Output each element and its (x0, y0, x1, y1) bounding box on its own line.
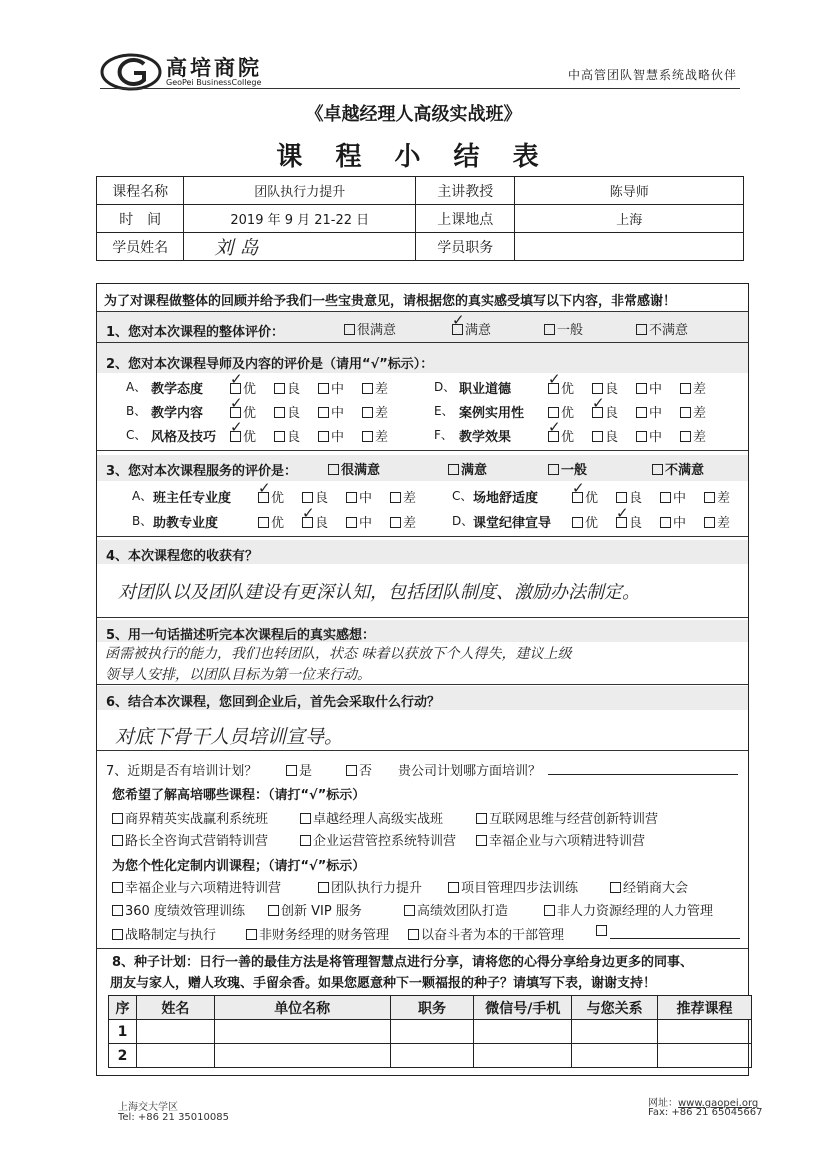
course-option-label: 企业运营管控系统特训营 (313, 834, 457, 849)
q7-custom-label: 为您个性化定制内训课程；（请打“√”标示） (112, 859, 366, 874)
tagline: 中高管团队智慧系统战略伙伴 (567, 68, 737, 82)
divider (97, 536, 748, 537)
header-cell: 与您关系 (572, 996, 658, 1020)
course-option[interactable] (300, 808, 443, 827)
course-info-table (96, 176, 744, 261)
student-position-value[interactable] (515, 233, 744, 261)
rating-option-label: 中 (359, 516, 373, 531)
rating-key: A、 (126, 380, 147, 394)
course-option[interactable] (476, 830, 645, 849)
course-option-label: 幸福企业与六项精进特训营 (489, 834, 646, 849)
header-cell: 单位名称 (214, 996, 390, 1020)
table-cell[interactable] (474, 1020, 572, 1044)
rating-option-label: 差 (693, 406, 707, 421)
checkbox[interactable] (616, 492, 627, 503)
custom-course-label: 项目管理四步法训练 (461, 881, 579, 896)
checkbox[interactable] (448, 882, 459, 893)
rating-option[interactable] (636, 378, 662, 397)
q1-option-very-satisfied[interactable]: 很满意 (344, 319, 396, 338)
header-cell: 职务 (390, 996, 474, 1020)
checkbox[interactable] (704, 492, 715, 503)
check-mark-icon: ✓ (230, 394, 243, 412)
checkbox[interactable] (390, 517, 401, 528)
header-cell: 微信号/手机 (474, 996, 572, 1020)
custom-course-option[interactable] (448, 877, 578, 896)
course-option[interactable] (112, 830, 268, 849)
rating-option[interactable] (680, 402, 706, 421)
table-cell[interactable] (572, 1044, 658, 1068)
rating-option[interactable] (680, 426, 706, 445)
course-option[interactable] (476, 808, 658, 827)
table-header-row (109, 996, 752, 1020)
rating-option[interactable] (318, 378, 344, 397)
course-option-label: 商界精英实战赢利系统班 (125, 812, 269, 827)
checkbox[interactable] (704, 517, 715, 528)
rating-key: E、 (434, 404, 454, 418)
rating-option[interactable] (346, 487, 372, 506)
other-option[interactable] (596, 924, 609, 939)
rating-option[interactable] (636, 426, 662, 445)
rating-item-label: 场地舒适度 (473, 491, 539, 506)
rating-option-label: 中 (649, 382, 663, 397)
checkbox[interactable] (408, 929, 419, 940)
other-input-line[interactable] (610, 938, 740, 939)
place-value[interactable]: 上海 (515, 205, 744, 233)
check-mark-icon: ✓ (302, 504, 315, 522)
rating-key: B、 (132, 514, 153, 528)
custom-course-label: 创新 VIP 服务 (281, 904, 362, 919)
check-mark-icon: ✓ (548, 370, 561, 388)
rating-option[interactable] (258, 512, 284, 531)
rating-option[interactable] (318, 426, 344, 445)
q3-option-very-satisfied[interactable]: 很满意 (328, 459, 380, 478)
table-row (109, 1044, 752, 1068)
q7-label: 7、近期是否有培训计划？ (106, 764, 258, 779)
table-cell[interactable] (658, 1044, 752, 1068)
rating-option-label: 良 (287, 406, 301, 421)
rating-option-label: 优 (561, 382, 575, 397)
checkbox[interactable] (246, 929, 257, 940)
check-mark-icon: ✓ (548, 418, 561, 436)
checkbox[interactable] (274, 383, 285, 394)
rating-option-label: 中 (649, 406, 663, 421)
custom-course-option[interactable] (246, 924, 389, 943)
check-mark-icon: ✓ (230, 418, 243, 436)
checkbox[interactable] (362, 407, 373, 418)
footer-tel: Tel: +86 21 35010085 (118, 1112, 229, 1123)
custom-course-option[interactable] (112, 877, 281, 896)
q2-label: 2、您对本次课程导师及内容的评价是（请用“√”标示）： (106, 357, 434, 372)
footer-fax: Fax: +86 21 65045667 (648, 1107, 763, 1118)
student-name-value[interactable]: 刘 岛 (184, 233, 416, 261)
custom-course-label: 以奋斗者为本的干部管理 (421, 928, 565, 943)
checkbox[interactable] (346, 517, 357, 528)
time-value[interactable]: 2019 年 9 月 21-22 日 (184, 205, 416, 233)
rating-option-label: 中 (673, 491, 687, 506)
time-label: 时 间 (97, 205, 184, 233)
header-cell: 序 (109, 996, 137, 1020)
table-row (109, 1020, 752, 1044)
rating-key: F、 (434, 428, 453, 442)
rating-option-label: 差 (375, 406, 389, 421)
q7-plan-question: 贵公司计划哪方面培训？ (398, 764, 542, 779)
rating-option-label: 中 (331, 430, 345, 445)
rating-option-label: 中 (649, 430, 663, 445)
checkbox[interactable] (112, 835, 123, 846)
q5-answer-line2[interactable]: 领导人安排，以团队目标为第一位来行动。 (105, 667, 371, 683)
website-link[interactable]: www.gaopei.org (678, 1098, 759, 1109)
checkbox[interactable] (390, 492, 401, 503)
rating-option-label: 中 (359, 491, 373, 506)
rating-key: A、 (132, 489, 153, 503)
rating-option-label: 差 (717, 491, 731, 506)
rating-option-label: 差 (693, 430, 707, 445)
rating-option[interactable] (390, 512, 416, 531)
custom-course-option[interactable] (408, 924, 564, 943)
checkbox[interactable] (448, 464, 459, 475)
course-option-label: 路长全咨询式营销特训营 (125, 834, 269, 849)
rating-option[interactable] (362, 426, 388, 445)
header-cell: 推荐课程 (658, 996, 752, 1020)
student-position-label: 学员职务 (416, 233, 515, 261)
rating-option-label: 差 (375, 382, 389, 397)
checkbox[interactable] (346, 492, 357, 503)
check-mark-icon: ✓ (592, 394, 605, 412)
rating-key: B、 (126, 404, 147, 418)
rating-option[interactable] (346, 512, 372, 531)
rating-option-label: 良 (629, 516, 643, 531)
checkbox[interactable] (636, 431, 647, 442)
checkbox[interactable] (592, 383, 603, 394)
custom-course-option[interactable] (610, 877, 688, 896)
teacher-label: 主讲教授 (416, 177, 515, 205)
custom-course-option[interactable] (404, 900, 508, 919)
rating-option-label: 差 (375, 430, 389, 445)
rating-option-label: 优 (271, 516, 285, 531)
custom-course-label: 非财务经理的财务管理 (259, 928, 390, 943)
q3-option-unsatisfied[interactable]: 不满意 (652, 459, 704, 478)
q8-line1: 8、种子计划：日行一善的最佳方法是将管理智慧点进行分享，请将您的心得分享给身边更多的同事、 (112, 955, 694, 970)
checkbox[interactable] (112, 905, 123, 916)
check-mark-icon: ✓ (230, 370, 243, 388)
custom-course-label: 团队执行力提升 (331, 881, 423, 896)
rating-key: C、 (452, 489, 473, 503)
rating-option-label: 良 (287, 430, 301, 445)
plan-input-line[interactable] (548, 774, 738, 775)
rating-option[interactable] (274, 378, 300, 397)
checkbox[interactable] (680, 383, 691, 394)
checkbox[interactable] (346, 765, 357, 776)
custom-course-label: 幸福企业与六项精进特训营 (125, 881, 282, 896)
footer-web: 网址：www.gaopei.org (648, 1098, 759, 1109)
q7-want-label: 您希望了解高培哪些课程：（请打“√”标示） (112, 788, 366, 803)
checkbox[interactable] (318, 431, 329, 442)
rating-option-label: 优 (585, 516, 599, 531)
rating-option-label: 差 (403, 491, 417, 506)
checkbox[interactable] (548, 407, 559, 418)
q6-label: 6、结合本次课程，您回到企业后，首先会采取什么行动？ (106, 695, 441, 710)
rating-option[interactable] (390, 487, 416, 506)
rating-option[interactable] (274, 426, 300, 445)
checkbox[interactable] (476, 813, 487, 824)
checkbox[interactable] (302, 492, 313, 503)
custom-course-label: 经销商大会 (623, 881, 689, 896)
rating-option[interactable] (680, 378, 706, 397)
q5-answer-line1[interactable]: 函需被执行的能力，我们也转团队，状态 味着以获放下个人得失，建议上级 (105, 646, 572, 662)
checkbox[interactable] (362, 383, 373, 394)
check-mark-icon: ✓ (452, 311, 465, 329)
rating-item-label: 教学效果 (459, 430, 512, 445)
rating-item-label: 风格及技巧 (151, 430, 217, 445)
rating-item-label: 课堂纪律宣导 (473, 516, 552, 531)
checkbox[interactable] (362, 431, 373, 442)
header-cell: 姓名 (136, 996, 214, 1020)
course-option-label: 卓越经理人高级实战班 (313, 812, 444, 827)
table-cell[interactable] (390, 1020, 474, 1044)
course-option[interactable] (112, 808, 268, 827)
checkbox[interactable] (636, 407, 647, 418)
rating-option-label: 优 (561, 430, 575, 445)
row-index: 1 (109, 1020, 137, 1044)
rating-item-label: 助教专业度 (153, 516, 219, 531)
q4-label: 4、本次课程您的收获有？ (106, 549, 259, 564)
checkbox[interactable] (660, 517, 671, 528)
custom-course-option[interactable] (268, 900, 362, 919)
checkbox[interactable] (258, 517, 269, 528)
checkbox[interactable] (318, 383, 329, 394)
q3-option-average[interactable]: 一般 (548, 459, 587, 478)
custom-course-label: 非人力资源经理的人力管理 (557, 904, 714, 919)
rating-key: C、 (126, 428, 147, 442)
q1-option-satisfied[interactable]: 满意 (452, 319, 491, 338)
checkbox[interactable] (318, 407, 329, 418)
q3-label: 3、您对本次课程服务的评价是： (106, 464, 298, 479)
rating-option-label: 良 (605, 406, 619, 421)
rating-option-label: 中 (673, 516, 687, 531)
table-cell[interactable] (658, 1020, 752, 1044)
custom-course-option[interactable] (318, 877, 422, 896)
rating-key: D、 (452, 514, 474, 528)
table-cell[interactable] (214, 1020, 390, 1044)
rating-option-label: 差 (717, 516, 731, 531)
rating-option-label: 差 (693, 382, 707, 397)
footer-address: 上海交大学区 (118, 1102, 178, 1113)
checkbox[interactable] (274, 431, 285, 442)
checkbox[interactable] (544, 905, 555, 916)
q4-answer[interactable]: 对团队以及团队建设有更深认知，包括团队制度、激励办法制定。 (118, 582, 640, 603)
checkbox[interactable] (112, 929, 123, 940)
rating-option-label: 良 (605, 382, 619, 397)
checkbox[interactable] (300, 813, 311, 824)
rating-option[interactable] (704, 487, 730, 506)
teacher-value[interactable]: 陈导师 (515, 177, 744, 205)
checkbox[interactable] (344, 324, 355, 335)
table-cell[interactable] (474, 1044, 572, 1068)
checkbox[interactable] (112, 813, 123, 824)
custom-course-option[interactable] (544, 900, 713, 919)
checkbox[interactable] (404, 905, 415, 916)
rating-option[interactable] (318, 402, 344, 421)
checkbox[interactable] (572, 517, 583, 528)
checkbox[interactable] (274, 407, 285, 418)
page-subtitle: 《卓越经理人高级实战班》 (305, 104, 522, 125)
q3-option-satisfied[interactable]: 满意 (448, 459, 487, 478)
divider (97, 684, 748, 685)
checkbox[interactable] (544, 324, 555, 335)
checkbox[interactable] (300, 835, 311, 846)
rating-option-label: 良 (629, 491, 643, 506)
rating-option-label: 中 (331, 382, 345, 397)
divider (97, 750, 748, 751)
rating-option-label: 优 (243, 382, 257, 397)
student-name-label: 学员姓名 (97, 233, 184, 261)
divider (97, 617, 748, 618)
check-mark-icon: ✓ (258, 479, 271, 497)
logo-icon (100, 52, 162, 92)
q7-no[interactable]: 否 (346, 760, 372, 779)
course-option[interactable] (300, 830, 456, 849)
table-cell[interactable] (214, 1044, 390, 1068)
rating-option-label: 良 (315, 516, 329, 531)
rating-option-label: 良 (287, 382, 301, 397)
checkbox[interactable] (268, 905, 279, 916)
rating-item-label: 班主任专业度 (153, 491, 232, 506)
q6-answer[interactable]: 对底下骨干人员培训宣导。 (115, 726, 344, 748)
logo-text: 高培商院 (166, 55, 262, 80)
checkbox[interactable] (636, 324, 647, 335)
custom-course-option[interactable] (112, 924, 216, 943)
rating-option-label: 优 (243, 430, 257, 445)
rating-option[interactable] (704, 512, 730, 531)
rating-option-label: 差 (403, 516, 417, 531)
q1-option-unsatisfied[interactable]: 不满意 (636, 319, 688, 338)
q5-label: 5、用一句话描述听完本次课程后的真实感想： (106, 628, 376, 643)
rating-option[interactable] (660, 512, 686, 531)
checkbox[interactable] (660, 492, 671, 503)
q1-label: 1、您对本次课程的整体评价： (106, 325, 285, 340)
q1-option-average[interactable]: 一般 (544, 319, 583, 338)
rating-option-label: 良 (315, 491, 329, 506)
rating-option-label: 优 (243, 406, 257, 421)
checkbox[interactable] (596, 925, 607, 936)
checkbox[interactable] (680, 407, 691, 418)
table-cell[interactable] (572, 1020, 658, 1044)
rating-option[interactable] (592, 426, 618, 445)
rating-item-label: 案例实用性 (459, 406, 525, 421)
rating-option-label: 优 (271, 491, 285, 506)
rating-option[interactable] (362, 378, 388, 397)
rating-option[interactable] (362, 402, 388, 421)
table-cell[interactable] (390, 1044, 474, 1068)
rating-option[interactable] (572, 512, 598, 531)
checkbox[interactable] (652, 464, 663, 475)
q7-yes[interactable]: 是 (286, 760, 312, 779)
rating-option-label: 优 (585, 491, 599, 506)
divider (97, 948, 748, 949)
check-mark-icon: ✓ (616, 504, 629, 522)
logo-subtext: GeoPei BusinessCollege (166, 78, 262, 87)
rating-option[interactable] (660, 487, 686, 506)
custom-course-label: 战略制定与执行 (125, 928, 217, 943)
checkbox[interactable] (328, 464, 339, 475)
checkbox[interactable] (680, 431, 691, 442)
course-option-label: 互联网思维与经营创新特训营 (489, 812, 659, 827)
checkbox[interactable] (592, 431, 603, 442)
rating-option-label: 良 (605, 430, 619, 445)
rating-item-label: 教学态度 (151, 382, 204, 397)
rating-key: D、 (434, 380, 456, 394)
rating-item-label: 职业道德 (459, 382, 512, 397)
q8-line2: 朋友与家人，赠人玫瑰、手留余香。如果您愿意种下一颗福报的种子？请填写下表，谢谢支持！ (110, 976, 657, 991)
checkbox[interactable] (548, 464, 559, 475)
rating-option-label: 优 (561, 406, 575, 421)
rating-option-label: 中 (331, 406, 345, 421)
checkbox[interactable] (636, 383, 647, 394)
divider (97, 450, 748, 451)
custom-course-label: 高绩效团队打造 (417, 904, 509, 919)
place-label: 上课地点 (416, 205, 515, 233)
custom-course-label: 360 度绩效管理训练 (125, 904, 245, 919)
checkbox[interactable] (286, 765, 297, 776)
check-mark-icon: ✓ (572, 479, 585, 497)
page-title: 课 程 小 结 表 (276, 142, 551, 172)
checkbox[interactable] (318, 882, 329, 893)
rating-option[interactable] (274, 402, 300, 421)
seed-plan-table (108, 995, 752, 1068)
course-name-label: 课程名称 (97, 177, 184, 205)
rating-option[interactable] (636, 402, 662, 421)
row-index: 2 (109, 1044, 137, 1068)
checkbox[interactable] (112, 882, 123, 893)
checkbox[interactable] (610, 882, 621, 893)
intro-text: 为了对课程做整体的回顾并给予我们一些宝贵意见，请根据您的真实感受填写以下内容，非常感谢！ (104, 294, 677, 309)
custom-course-option[interactable] (112, 900, 245, 919)
table-cell[interactable] (136, 1020, 214, 1044)
rating-item-label: 教学内容 (151, 406, 204, 421)
course-name-value[interactable]: 团队执行力提升 (184, 177, 416, 205)
header-divider (100, 88, 740, 89)
checkbox[interactable] (476, 835, 487, 846)
table-cell[interactable] (136, 1044, 214, 1068)
